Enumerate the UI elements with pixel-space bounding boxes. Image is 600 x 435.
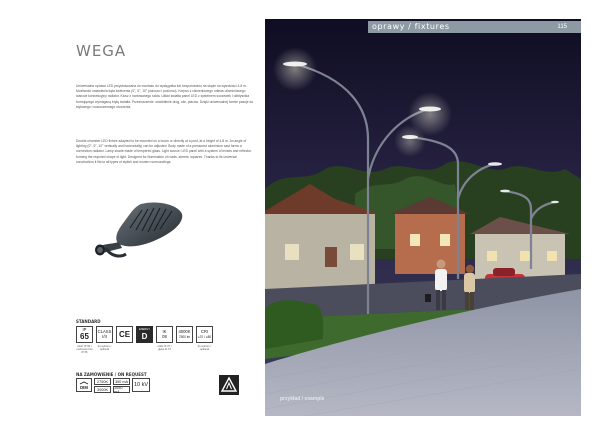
ik-rating-icon: IK 08 bbox=[156, 326, 173, 343]
standard-badges bbox=[76, 326, 213, 343]
badge-captions bbox=[76, 345, 213, 355]
ip-caption: klosz IP 65 / enclosure box IP 65 bbox=[76, 345, 93, 355]
standard-label: STANDARD bbox=[76, 319, 101, 324]
color-temp-icon: 4000K 7500 lm bbox=[176, 326, 193, 343]
on-request-options bbox=[76, 378, 150, 393]
ce-mark-icon: CE bbox=[116, 326, 133, 343]
street-light-fixture-image bbox=[86, 198, 186, 268]
temperature-option: 3000K bbox=[94, 386, 111, 393]
energy-caption bbox=[136, 345, 153, 355]
cri-caption: do wyboru / optional bbox=[197, 345, 212, 352]
current-option: 350 mA bbox=[114, 379, 129, 384]
class-caption: do wyboru / optional bbox=[97, 345, 112, 352]
recommendation-triangle-icon bbox=[219, 375, 239, 395]
current-option: 1050 mA bbox=[113, 386, 130, 393]
product-title: WEGA bbox=[76, 42, 127, 60]
ik-caption: szkło IK 07 / glass IK 07 bbox=[157, 345, 172, 352]
temperature-option: 2750K bbox=[94, 378, 111, 385]
example-photo bbox=[265, 19, 581, 416]
class-icon: CLASS I/II bbox=[96, 326, 113, 343]
ce-caption bbox=[116, 345, 133, 355]
ip-rating-icon: IP 65 bbox=[76, 326, 93, 343]
color-temp-caption bbox=[176, 345, 193, 355]
description-english: Double-chamber LED fixture adapted to be mounted on a boom or directly at a post, at a height of 4-8 m. An angle of lighting (0°, 5°, 10° vertically and horizontally) can be adjusted. Body made of a pressured aluminium cast forms a convection radiator. Lamp shade made of tempered glass. Light source: LED panel with a system of lenses and reflector forming the required shape of light. Designed for illumination of roads, streets, squares. Thanks to its universal construction it fits to all types of stylish and modern surroundings. bbox=[76, 139, 252, 164]
photo-caption: przykład / example bbox=[280, 396, 325, 402]
section-header-bar bbox=[368, 21, 581, 33]
cri-icon: CRI ≥70 / ≥80 bbox=[196, 326, 213, 343]
description-polish: Uniwersalna oprawa LED przystosowana do montażu do wysięgnika lub bezpośrednio na słupie na wysokości 4-8 m. Możliwość ustawienia kąta świecenia (0°, 5°, 10° pionowo i poziomo). Korpus z ciśnieniowego odlewu aluminiowego stanowi konwekcyjny radiator. Klosz z hartowanego szkła. Układ światła panel LED z systemem soczewek i odbłyśnika formującego wymaganą bryłę światła. Przeznaczenie: oświetlenie dróg, ulic, placów. Dzięki uniwersalnej formie pasuje do stylowego i nowoczesnego otoczenia. bbox=[76, 84, 254, 109]
color-temperature-options bbox=[94, 378, 111, 393]
page-number: 115 bbox=[557, 24, 567, 30]
surge-protection-icon: 10 kV bbox=[132, 378, 150, 392]
on-request-label: NA ZAMÓWIENIE / ON REQUEST bbox=[76, 372, 147, 377]
current-options bbox=[113, 378, 130, 393]
night-street-scene bbox=[265, 19, 581, 416]
energy-label-icon: ENERGY D bbox=[136, 326, 153, 343]
dimming-icon: DIM bbox=[76, 378, 92, 392]
section-title: oprawy / fixtures bbox=[372, 22, 450, 31]
